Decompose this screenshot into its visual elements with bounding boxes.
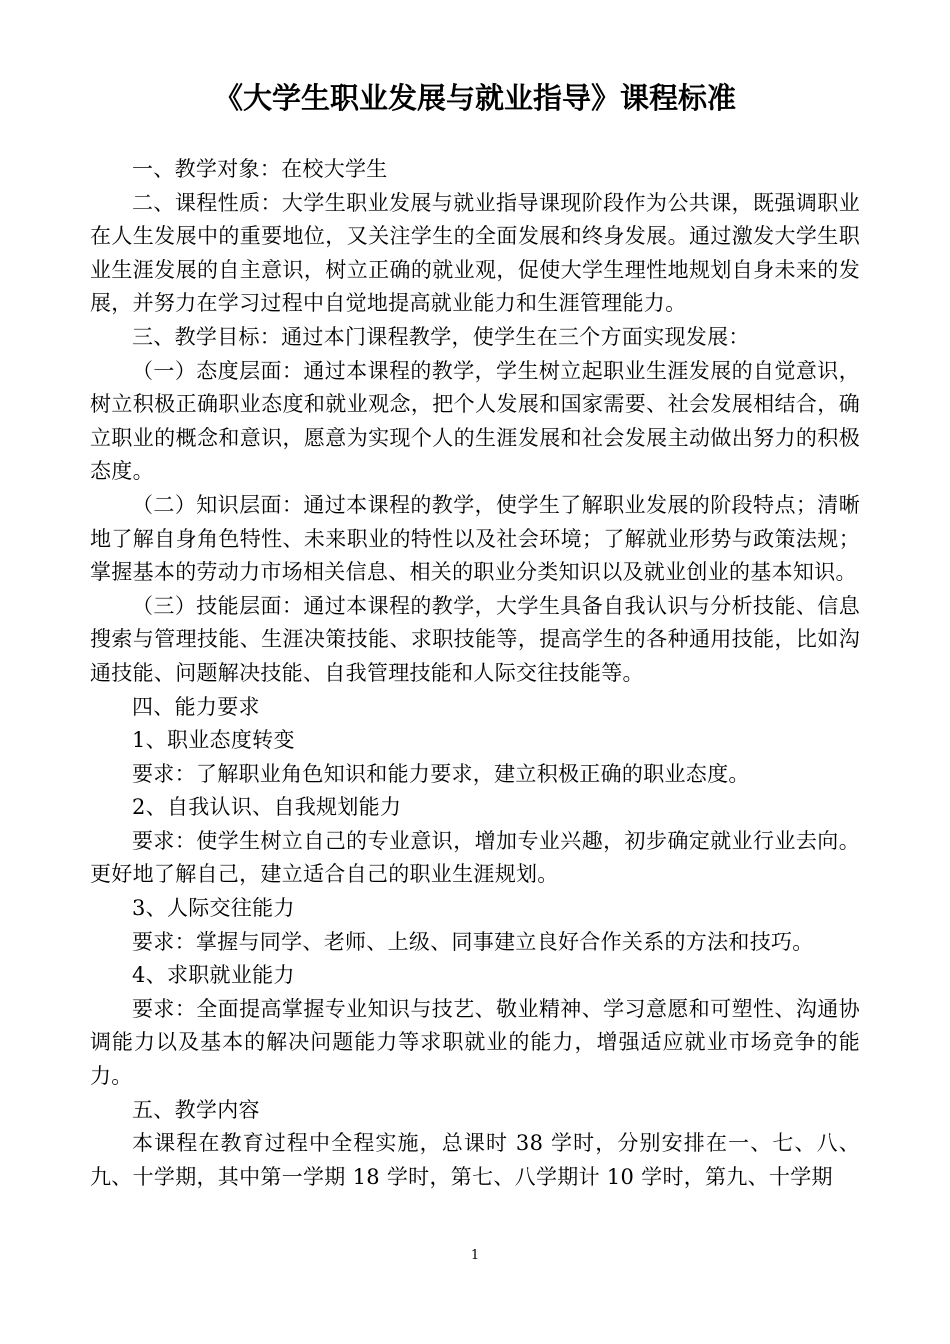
ability-heading-2: 2、自我认识、自我规划能力 bbox=[132, 795, 402, 820]
section-teaching-target: 一、教学对象：在校大学生 bbox=[132, 157, 388, 181]
section-teaching-content: 五、教学内容 bbox=[132, 1097, 260, 1122]
ability-requirement-3: 要求：掌握与同学、老师、上级、同事建立良好合作关系的方法和技巧。 bbox=[132, 929, 814, 954]
ability-heading-1: 1、职业态度转变 bbox=[132, 728, 295, 753]
goal-attitude-level: （一）态度层面：通过本课程的教学，学生树立起职业生涯发展的自觉意识，树立积极正确职业态度和就业观念，把个人发展和国家需要、社会发展相结合，确立职业的概念和意识，愿意为实现个人的生涯发展和社会发展主动做出努力的积极态度。 bbox=[90, 358, 860, 484]
goal-knowledge-level: （二）知识层面：通过本课程的教学，使学生了解职业发展的阶段特点；清晰地了解自身角色特性、未来职业的特性以及社会环境；了解就业形势与政策法规；掌握基本的劳动力市场相关信息、相关的职业分类知识以及就业创业的基本知识。 bbox=[90, 492, 860, 585]
ability-requirement-1: 要求：了解职业角色知识和能力要求，建立积极正确的职业态度。 bbox=[132, 761, 750, 786]
document-body bbox=[90, 153, 860, 1194]
ability-heading-4: 4、求职就业能力 bbox=[132, 963, 295, 988]
section-course-nature: 二、课程性质：大学生职业发展与就业指导课现阶段作为公共课，既强调职业在人生发展中的重要地位，又关注学生的全面发展和终身发展。通过激发大学生职业生涯发展的自主意识，树立正确的就业观，促使大学生理性地规划自身未来的发展，并努力在学习过程中自觉地提高就业能力和生涯管理能力。 bbox=[90, 190, 860, 316]
section-teaching-goals: 三、教学目标：通过本门课程教学，使学生在三个方面实现发展： bbox=[132, 324, 750, 349]
ability-heading-3: 3、人际交往能力 bbox=[132, 896, 295, 921]
ability-requirement-4: 要求：全面提高掌握专业知识与技艺、敬业精神、学习意愿和可塑性、沟通协调能力以及基本的解决问题能力等求职就业的能力，增强适应就业市场竞争的能力。 bbox=[90, 996, 860, 1089]
document-title: 《大学生职业发展与就业指导》课程标准 bbox=[213, 81, 736, 115]
teaching-content-paragraph: 本课程在教育过程中全程实施，总课时 38 学时，分别安排在一、七、八、九、十学期，其中第一学期 18 学时，第七、八学期计 10 学时，第九、十学期 bbox=[90, 1131, 860, 1189]
ability-requirement-2: 要求：使学生树立自己的专业意识，增加专业兴趣，初步确定就业行业去向。更好地了解自己，建立适合自己的职业生涯规划。 bbox=[90, 828, 860, 887]
page-number: 1 bbox=[470, 1248, 480, 1263]
goal-skill-level: （三）技能层面：通过本课程的教学，大学生具备自我认识与分析技能、信息搜索与管理技能、生涯决策技能、求职技能等，提高学生的各种通用技能，比如沟通技能、问题解决技能、自我管理技能和人际交往技能等。 bbox=[90, 593, 860, 685]
section-ability-requirements: 四、能力要求 bbox=[132, 694, 260, 719]
